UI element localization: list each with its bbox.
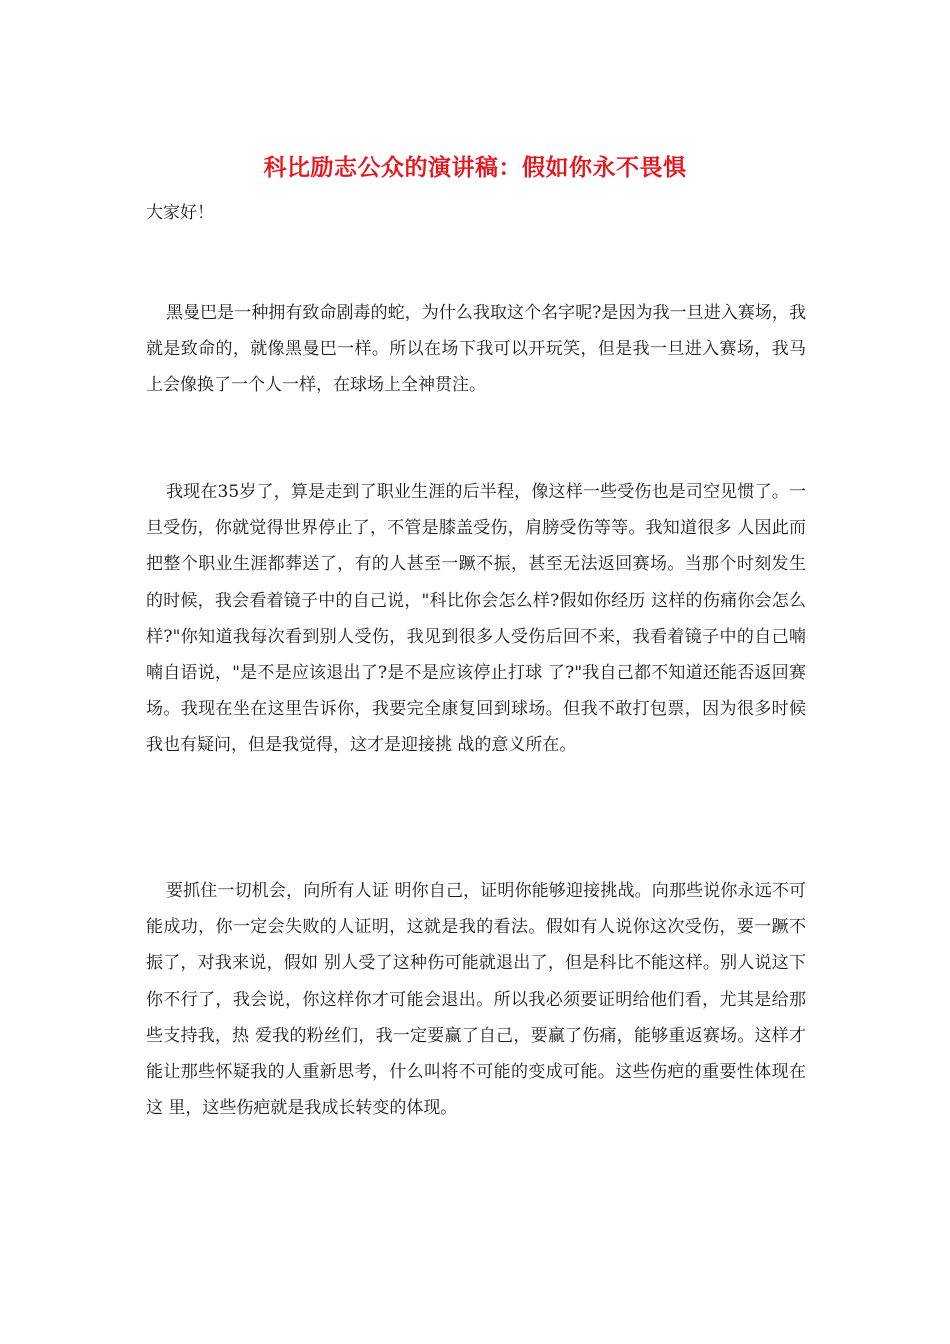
paragraph-2: 我现在35岁了，算是走到了职业生涯的后半程，像这样一些受伤也是司空见惯了。一旦受伤，你就觉得世界停止了，不管是膝盖受伤，肩膀受伤等等。我知道很多 人因此而把整个职业生涯都葬送了，有的人甚至一蹶不振，甚至无法返回赛场。当那个时刻发生的时候，我会看着镜子中的自己说，"科比你会怎么样?假如你经历 这样的伤痛你会怎么样?"你知道我每次看到别人受伤，我见到很多人受伤后回不来，我看着镜子中的自己喃喃自语说，"是不是应该退出了?是不是应该停止打球 了?"我自己都不知道还能否返回赛场。我现在坐在这里告诉你，我要完全康复回到球场。但我不敢打包票，因为很多时候我也有疑问，但是我觉得，这才是迎接挑 战的意义所在。 <box>146 482 806 756</box>
greeting-text: 大家好！ <box>146 203 214 223</box>
paragraph-3: 要抓住一切机会，向所有人证 明你自己，证明你能够迎接挑战。向那些说你永远不可能成功，你一定会失败的人证明，这就是我的看法。假如有人说你这次受伤，要一蹶不振了，对我来说，假如 别人受了这种伤可能就退出了，但是科比不能这样。别人说这下你不行了，我会说，你这样你才可能会退出。所以我必须要证明给他们看，尤其是给那些支持我，热 爱我的粉丝们，我一定要赢了自己，要赢了伤痛，能够重返赛场。这样才能让那些怀疑我的人重新思考，什么叫将不可能的变成可能。这些伤疤的重要性体现在这 里，这些伤疤就是我成长转变的体现。 <box>146 881 806 1119</box>
paragraph-1: 黑曼巴是一种拥有致命剧毒的蛇，为什么我取这个名字呢?是因为我一旦进入赛场，我就是致命的，就像黑曼巴一样。所以在场下我可以开玩笑，但是我一旦进入赛场，我马上会像换了一个人一样，在球场上全神贯注。 <box>146 303 806 396</box>
document-title: 科比励志公众的演讲稿：假如你永不畏惧 <box>263 154 687 181</box>
